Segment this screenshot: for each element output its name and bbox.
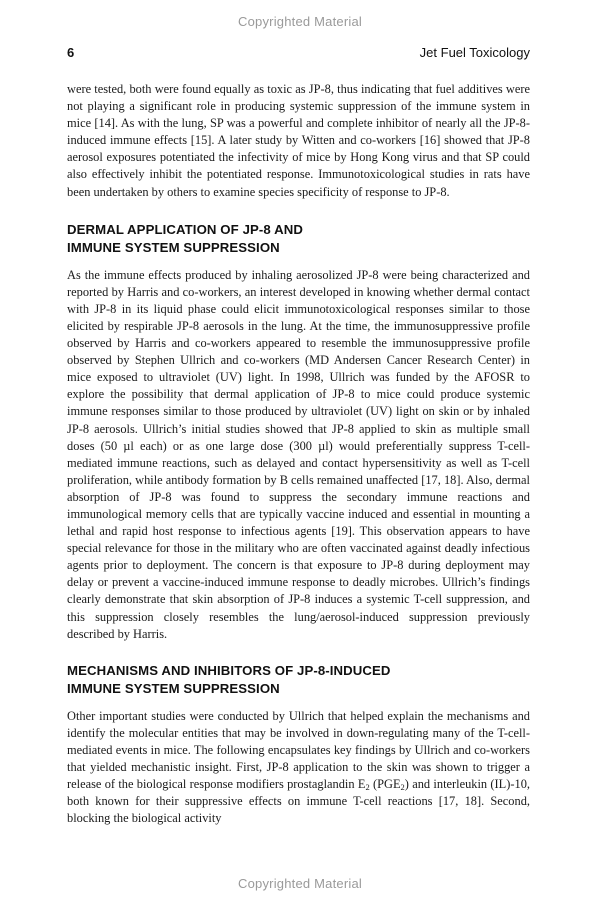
running-head bbox=[67, 45, 530, 63]
book-title: Jet Fuel Toxicology bbox=[419, 45, 530, 60]
page-body bbox=[67, 81, 530, 827]
section-heading-line: MECHANISMS AND INHIBITORS OF JP-8-INDUCED bbox=[67, 662, 391, 678]
paragraph-continued: were tested, both were found equally as toxic as JP-8, thus indicating that fuel additives were not playing a significant role in producing systemic suppression of the immune system in mice [14]. As with the lung, SP was a powerful and complete inhibitor of nearly all the JP-8-induced immune effects [15]. A later study by Witten and co-workers [16] showed that JP-8 aerosol exposures potentiated the infectivity of mice by Hong Kong virus and that SP could also effectively inhibit the potentiated response. Immunotoxicological studies in rats have been undertaken by others to examine species specificity of response to JP-8. bbox=[67, 82, 530, 199]
section-heading-line: IMMUNE SYSTEM SUPPRESSION bbox=[67, 240, 280, 256]
text-run: (PGE bbox=[369, 777, 401, 792]
subscript: 2 bbox=[400, 782, 405, 793]
section-heading-mechanisms bbox=[67, 662, 530, 699]
paragraph-mechanisms bbox=[67, 708, 530, 828]
section-heading-line: IMMUNE SYSTEM SUPPRESSION bbox=[67, 681, 280, 697]
copyright-watermark-top: Copyrighted Material bbox=[238, 14, 362, 29]
copyright-watermark-bottom: Copyrighted Material bbox=[238, 876, 362, 891]
text-run: Other important studies were conducted by Ullrich that helped explain the mechanisms and identify the molecular entities that may be involved in down-regulating many of the T-cell-mediated events in mice. The following encapsulates key findings by Ullrich and co-workers that yielded mechanistic insight. First, JP-8 application to the skin was shown to trigger a release of the biological response modifiers prostaglandin E bbox=[67, 708, 530, 792]
section-heading-line: DERMAL APPLICATION OF JP-8 AND bbox=[67, 221, 303, 237]
paragraph-dermal-application: As the immune effects produced by inhaling aerosolized JP-8 were being characterized and reported by Harris and co-workers, an interest developed in knowing whether dermal contact with JP-8 in its liquid phase could elicit immunotoxicological responses similar to those elicited by respirable JP-8 aerosols in the lung. At the time, the immunosuppressive profile observed by Harris and co-workers appeared to resemble the immunosuppressive profile observed by Stephen Ullrich and co-workers (MD Andersen Cancer Research Center) in mice exposed to ultraviolet (UV) light. In 1998, Ullrich was funded by the AFOSR to explore the possibility that dermal application of JP-8 to mice could produce systemic immune responses similar to those produced by ultraviolet (UV) light on skin or by inhaled JP-8 aerosols. Ullrich’s initial studies showed that JP-8 applied to skin as multiple small doses (50 µl each) or as one large dose (300 µl) would preferentially suppress T-cell-mediated immune reactions, such as delayed and contact hypersensitivity as well as T-cell proliferation, while antibody formation by B cells remained unaffected [17, 18]. Also, dermal absorption of JP-8 was found to suppress the secondary immune reactions and immunological memory cells that are typically vaccine induced and essential in mounting a lethal and rapid host response to infectious agents [19]. This observation appears to have special relevance for those in the military who are often vaccinated against deadly infectious agents prior to deployment. The concern is that exposure to JP-8 during deployment may delay or prevent a vaccine-induced immune response to deadly microbes. Ullrich’s findings clearly demonstrate that skin absorption of JP-8 induces a systemic T-cell suppression, and this suppression closely resembles the lung/aerosol-induced suppression previously described by Harris. bbox=[67, 267, 530, 641]
text-run: ) and interleukin (IL)-10, both known for their suppressive effects on immune T-cell reactions [17, 18]. Second, blocking the biological activity bbox=[67, 777, 530, 826]
subscript: 2 bbox=[365, 782, 370, 793]
section-heading-dermal-application bbox=[67, 221, 530, 258]
page-number: 6 bbox=[67, 45, 75, 60]
